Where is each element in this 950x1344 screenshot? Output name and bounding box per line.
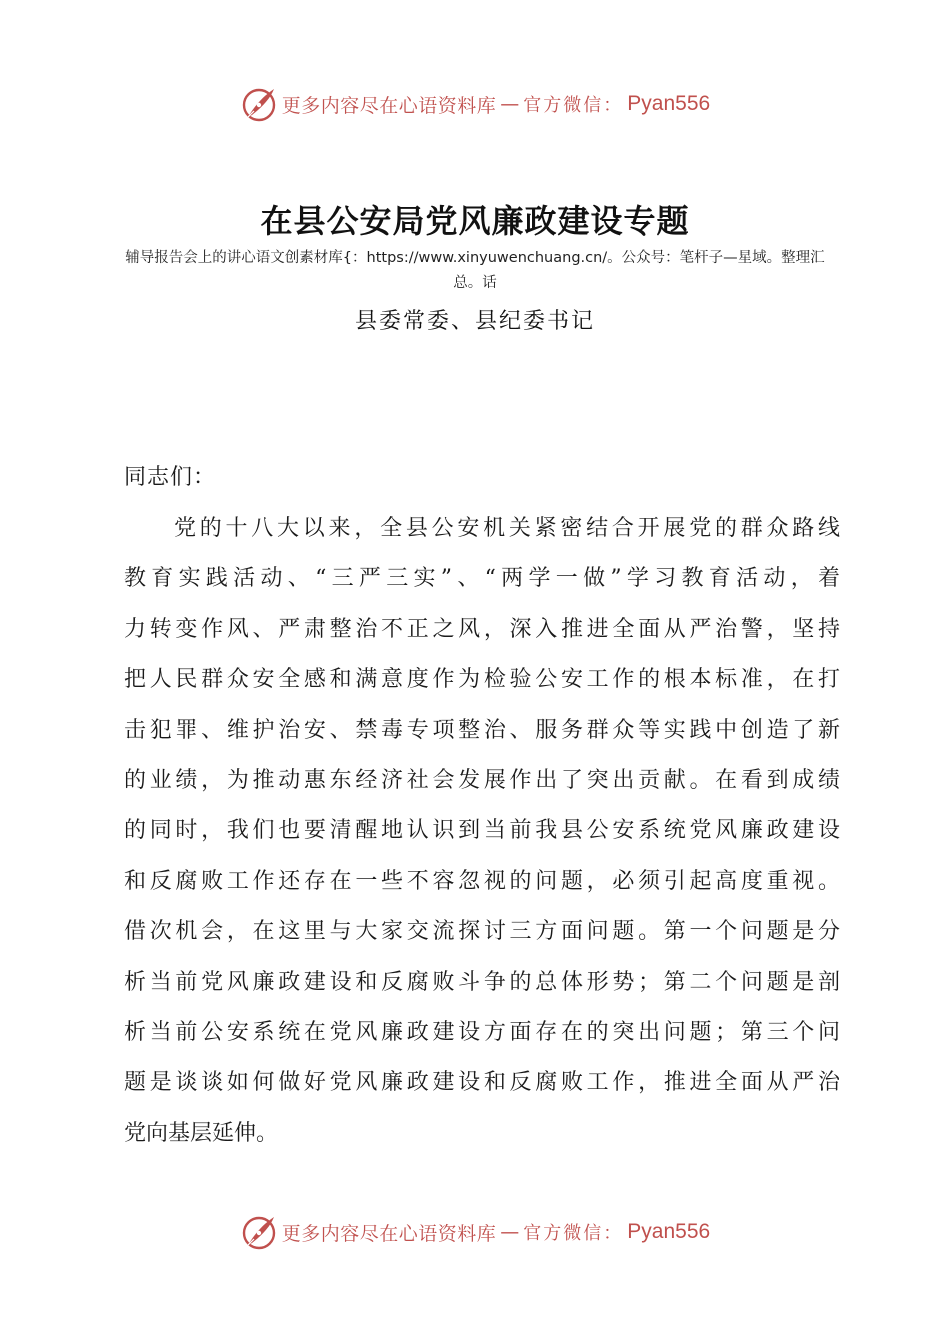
- banner-wechat-id: Pyan556: [627, 1220, 711, 1243]
- paragraph-line: 党的十八大以来，全县公安机关紧密结合开展党的群众路线: [174, 516, 840, 541]
- banner-wechat-label: 官方微信：: [523, 95, 624, 116]
- paragraph-line: 和反腐败工作还存在一些不容忽视的问题，必须引起高度重视。: [124, 868, 840, 894]
- paragraph-line: 力转变作风、严肃整治不正之风，深入推进全面从严治警，坚持: [124, 616, 840, 642]
- banner-dash: —: [500, 1221, 520, 1243]
- paragraph-line: 析当前党风廉政建设和反腐败斗争的总体形势；第二个问题是剖: [124, 969, 840, 995]
- paragraph-line: 借次机会，在这里与大家交流探讨三方面问题。第一个问题是分: [124, 919, 840, 945]
- banner-wechat-label: 官方微信：: [523, 1223, 624, 1244]
- banner-dash: —: [500, 93, 520, 115]
- body-paragraph: [124, 504, 840, 1159]
- banner-slogan: 更多内容尽在心语资料库: [281, 94, 497, 117]
- document-subtitle: 辅导报告会上的讲心语文创素材库{：https://www.xinyuwenchuang.cn/。公众号：笔杆子—星域。整理汇总。话: [125, 250, 825, 291]
- header-banner: [0, 84, 950, 124]
- paragraph-line: 题是谈谈如何做好党风廉政建设和反腐败工作，推进全面从严治: [124, 1070, 840, 1096]
- greeting: 同志们：: [124, 465, 217, 490]
- document-author: 县委常委、县纪委书记: [354, 309, 595, 334]
- quill-pen-icon: [240, 1213, 278, 1251]
- paragraph-line: 析当前公安系统在党风廉政建设方面存在的突出问题；第三个问: [124, 1019, 840, 1045]
- paragraph-line: 教育实践活动、“三严三实”、“两学一做”学习教育活动，着: [124, 566, 840, 592]
- paragraph-line: 的同时，我们也要清醒地认识到当前我县公安系统党风廉政建设: [124, 818, 840, 844]
- paragraph-line: 击犯罪、维护治安、禁毒专项整治、服务群众等实践中创造了新: [124, 717, 840, 743]
- banner-slogan: 更多内容尽在心语资料库: [281, 1222, 497, 1245]
- footer-banner: [0, 1212, 950, 1252]
- banner-wechat-id: Pyan556: [627, 92, 711, 115]
- quill-pen-icon: [240, 85, 278, 123]
- paragraph-line: 党向基层延伸。: [124, 1120, 279, 1146]
- document-title: 在县公安局党风廉政建设专题: [260, 202, 690, 240]
- paragraph-line: 把人民群众安全感和满意度作为检验公安工作的根本标准，在打: [124, 667, 840, 693]
- paragraph-line: 的业绩，为推动惠东经济社会发展作出了突出贡献。在看到成绩: [124, 767, 840, 793]
